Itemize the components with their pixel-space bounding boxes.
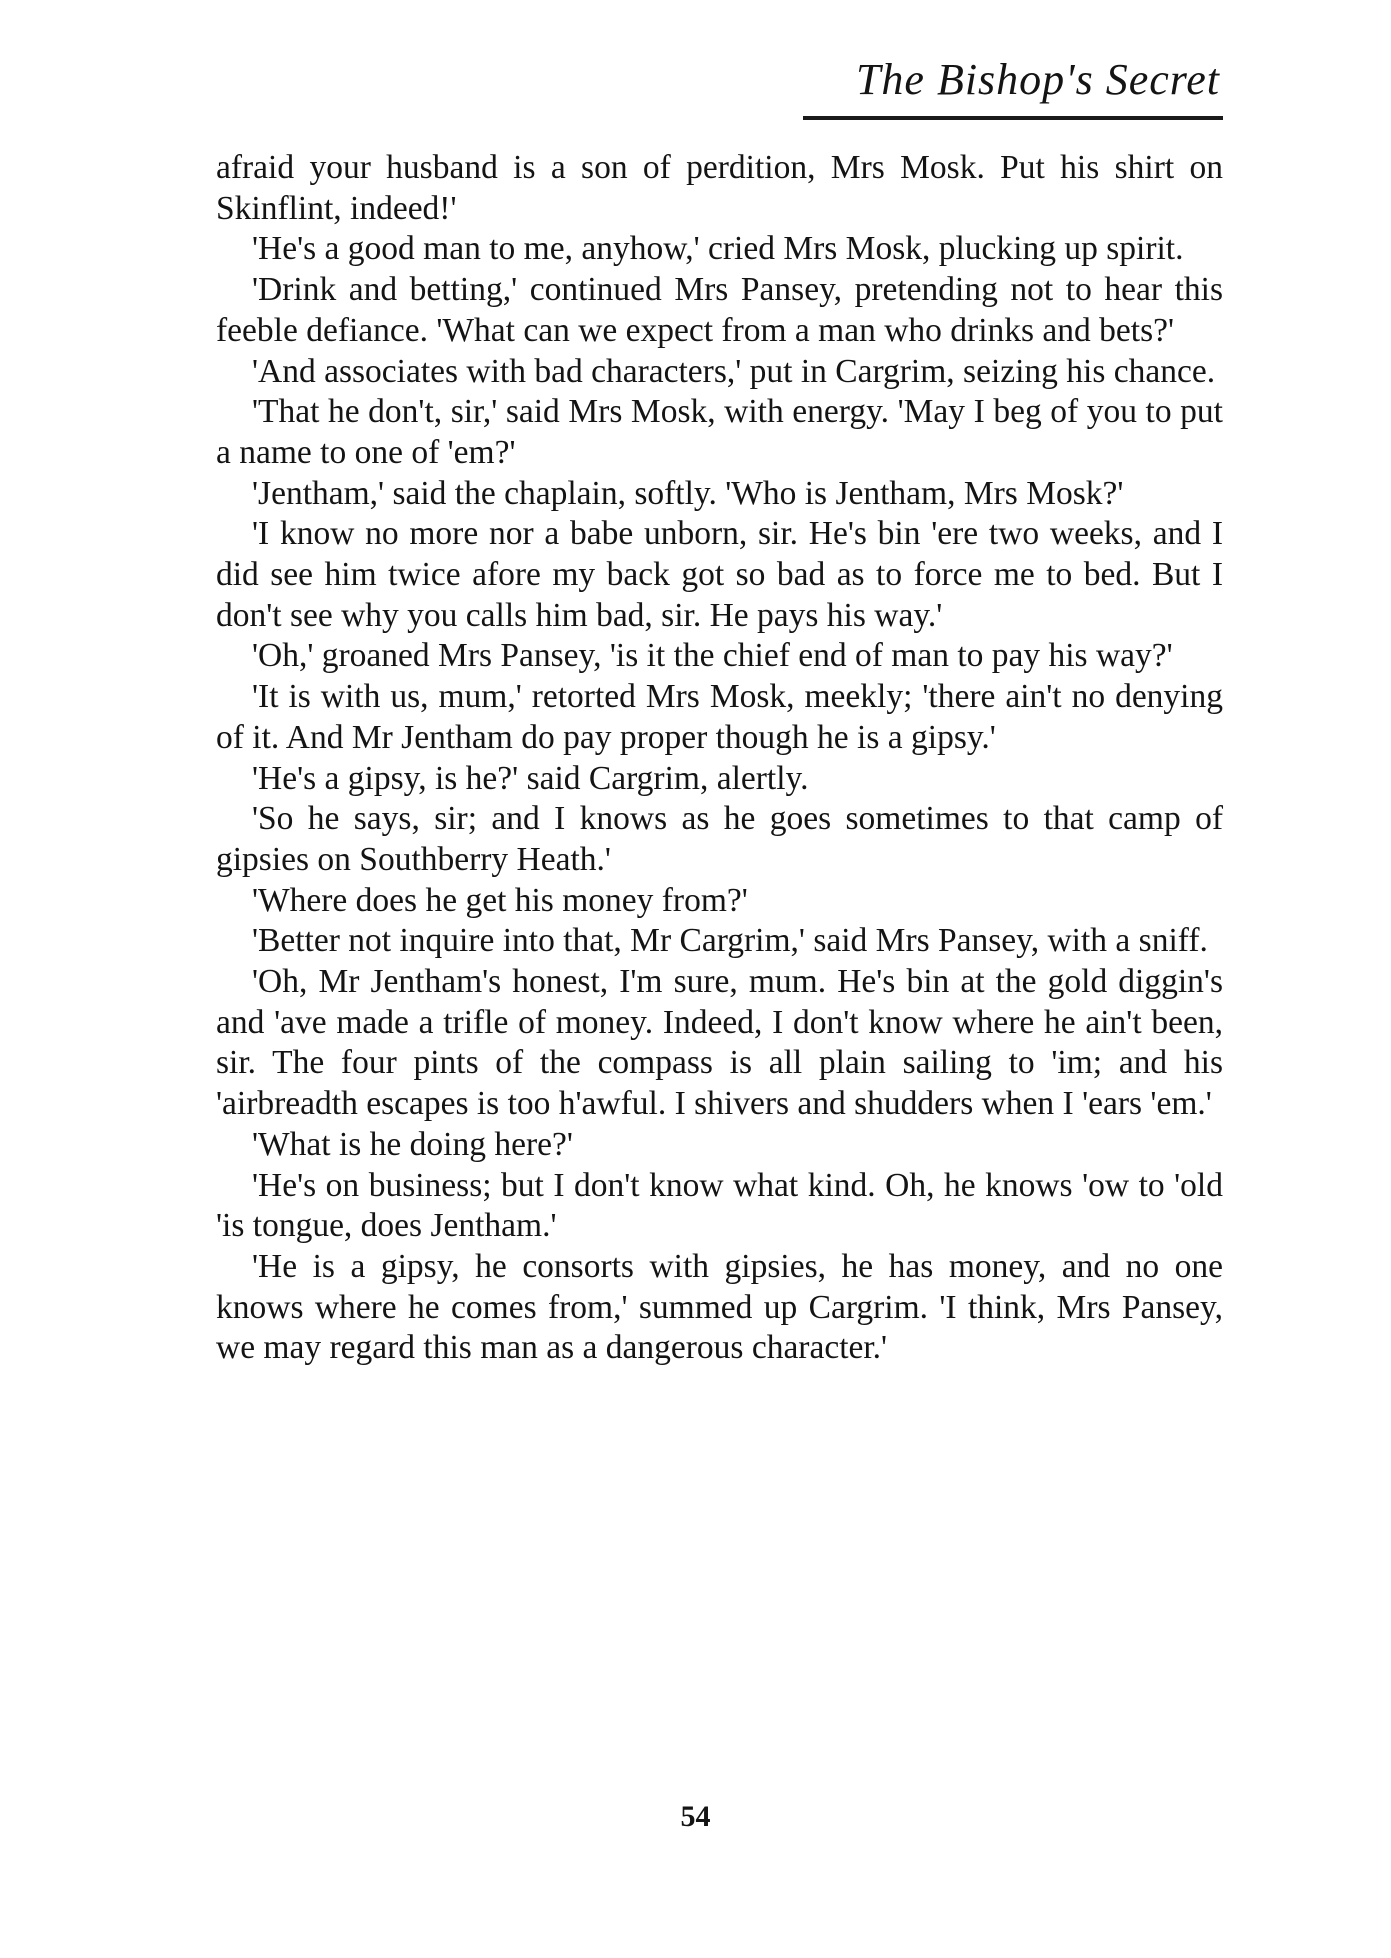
paragraph: 'Oh, Mr Jentham's honest, I'm sure, mum. He's bin at the gold diggin's and 'ave made a trifle of money. Indeed, I don't know where he ain't been, sir. The four pints of the compass is all plain sailing to 'im; and his 'airbreadth escapes is too h'awful. I shivers and shudders when I 'ears 'em.' [216,963,1223,1123]
paragraph: 'That he don't, sir,' said Mrs Mosk, with energy. 'May I beg of you to put a name to one of 'em?' [216,393,1223,471]
paragraph: 'And associates with bad characters,' put in Cargrim, seizing his chance. [252,352,1216,390]
paragraph: afraid your husband is a son of perdition, Mrs Mosk. Put his shirt on Skinflint, indeed!' [216,149,1223,227]
paragraph: 'Jentham,' said the chaplain, softly. 'Who is Jentham, Mrs Mosk?' [252,474,1124,512]
paragraph: 'He is a gipsy, he consorts with gipsies, he has money, and no one knows where he comes from,' summed up Cargrim. 'I think, Mrs Pansey, we may regard this man as a dangerous character.' [216,1247,1223,1367]
paragraph: 'Better not inquire into that, Mr Cargrim,' said Mrs Pansey, with a sniff. [252,922,1208,960]
paragraph: 'He's on business; but I don't know what kind. Oh, he knows 'ow to 'old 'is tongue, does Jentham.' [216,1166,1223,1245]
paragraph: 'It is with us, mum,' retorted Mrs Mosk, meekly; 'there ain't no denying of it. And Mr Jentham do pay proper though he is a gipsy.' [216,678,1223,756]
paragraph: 'He's a gipsy, is he?' said Cargrim, alertly. [252,759,809,797]
body-text [216,148,1223,1369]
paragraph: 'What is he doing here?' [252,1125,573,1163]
paragraph: 'Oh,' groaned Mrs Pansey, 'is it the chief end of man to pay his way?' [252,637,1173,675]
paragraph: 'I know no more nor a babe unborn, sir. He's bin 'ere two weeks, and I did see him twice afore my back got so bad as to force me to bed. But I don't see why you calls him bad, sir. He pays his way.' [216,515,1223,634]
header-rule [803,116,1223,120]
paragraph: 'Drink and betting,' continued Mrs Pansey, pretending not to hear this feeble defiance. 'What can we expect from a man who drinks and bets?' [216,271,1223,349]
running-title: The Bishop's Secret [855,55,1220,104]
paragraph: 'Where does he get his money from?' [252,881,748,919]
page-number: 54 [680,1800,711,1833]
paragraph: 'So he says, sir; and I knows as he goes sometimes to that camp of gipsies on Southberry Heath.' [216,800,1223,878]
paragraph: 'He's a good man to me, anyhow,' cried Mrs Mosk, plucking up spirit. [252,230,1184,268]
